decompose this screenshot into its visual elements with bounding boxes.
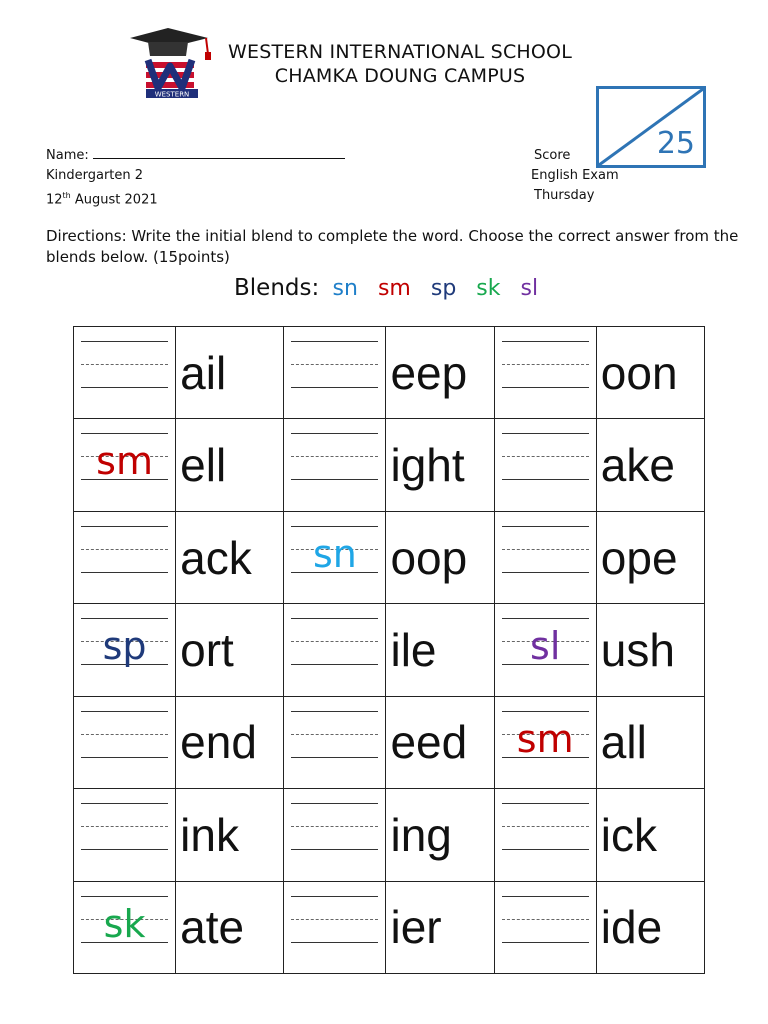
written-answer: sm [96, 439, 153, 484]
word-ending-cell [596, 419, 704, 511]
table-row [74, 511, 705, 603]
school-name: WESTERN INTERNATIONAL SCHOOL [228, 41, 572, 63]
word-ending-cell [176, 327, 284, 419]
date-rest: August 2021 [70, 192, 158, 208]
word-ending: ate [180, 901, 245, 954]
blend-sl: sl [520, 276, 539, 301]
name-blank-line[interactable] [93, 147, 345, 159]
word-ending: ope [600, 531, 678, 584]
score-total: 25 [656, 126, 695, 161]
written-answer: sk [103, 901, 146, 946]
word-ending: eed [390, 716, 468, 769]
word-ending: ell [180, 439, 227, 492]
handwriting-lines [502, 433, 589, 480]
handwriting-lines [502, 526, 589, 573]
word-ending-cell [386, 511, 494, 603]
answer-blank[interactable] [74, 419, 176, 511]
word-ending-cell [596, 696, 704, 788]
table-row [74, 881, 705, 973]
blend-sk: sk [476, 276, 501, 301]
answer-blank[interactable] [74, 327, 176, 419]
word-ending-cell [176, 419, 284, 511]
exam-name: English Exam [531, 168, 619, 183]
handwriting-lines [81, 711, 168, 758]
word-ending: ink [180, 808, 239, 861]
answer-blank[interactable] [494, 604, 596, 696]
handwriting-lines [291, 711, 378, 758]
word-ending: ake [600, 439, 675, 492]
word-ending: ail [180, 346, 227, 399]
campus-name: CHAMKA DOUNG CAMPUS [274, 65, 526, 87]
name-label: Name: [46, 148, 89, 163]
name-field [46, 146, 345, 166]
word-ending: oop [390, 531, 468, 584]
word-ending-cell [386, 696, 494, 788]
answer-blank[interactable] [284, 696, 386, 788]
word-ending: ide [600, 901, 663, 954]
word-ending: all [600, 716, 647, 769]
directions-text: Directions: Write the initial blend to complete the word. Choose the correct answer from the blends below. (15points) [46, 227, 739, 266]
exam-weekday: Thursday [534, 188, 595, 203]
school-header [210, 40, 590, 88]
answer-blank[interactable] [74, 789, 176, 881]
answer-blank[interactable] [74, 511, 176, 603]
word-ending: ort [180, 623, 234, 676]
answer-blank[interactable] [494, 419, 596, 511]
handwriting-lines [291, 433, 378, 480]
word-ending-cell [596, 604, 704, 696]
word-ending-cell [386, 881, 494, 973]
answer-blank[interactable] [494, 789, 596, 881]
word-ending: ile [390, 623, 437, 676]
table-row [74, 327, 705, 419]
blends-legend [234, 272, 558, 305]
handwriting-lines [81, 803, 168, 850]
answer-blank[interactable] [74, 696, 176, 788]
word-ending-cell [596, 789, 704, 881]
word-ending: eep [390, 346, 468, 399]
table-row [74, 696, 705, 788]
class-label: Kindergarten 2 [46, 168, 144, 183]
word-ending: ight [390, 439, 465, 492]
blend-sn: sn [332, 276, 358, 301]
answer-blank[interactable] [74, 881, 176, 973]
table-row [74, 419, 705, 511]
written-answer: sl [530, 624, 561, 669]
worksheet-grid [73, 326, 705, 974]
word-ending-cell [176, 604, 284, 696]
written-answer: sm [516, 716, 574, 761]
answer-blank[interactable] [494, 881, 596, 973]
score-box [596, 86, 706, 168]
handwriting-lines [502, 803, 589, 850]
answer-blank[interactable] [74, 604, 176, 696]
handwriting-lines [502, 341, 589, 388]
answer-blank[interactable] [284, 419, 386, 511]
handwriting-lines [291, 341, 378, 388]
answer-blank[interactable] [284, 327, 386, 419]
word-ending: ush [600, 623, 675, 676]
written-answer: sp [102, 624, 147, 669]
word-ending: ack [180, 531, 252, 584]
answer-blank[interactable] [494, 511, 596, 603]
date-day: 12 [46, 192, 63, 208]
word-ending-cell [176, 696, 284, 788]
word-ending: ier [390, 901, 442, 954]
answer-blank[interactable] [284, 881, 386, 973]
blend-sp: sp [430, 276, 457, 301]
answer-blank[interactable] [284, 789, 386, 881]
word-ending: oon [600, 346, 678, 399]
word-ending-cell [596, 881, 704, 973]
word-ending-cell [386, 789, 494, 881]
handwriting-lines [291, 618, 378, 665]
written-answer: sn [312, 531, 357, 576]
logo-text: WESTERN [154, 90, 190, 99]
blend-sm: sm [377, 276, 411, 301]
word-ending-cell [386, 419, 494, 511]
date-suffix: th [62, 191, 71, 200]
answer-blank[interactable] [284, 604, 386, 696]
handwriting-lines [502, 896, 589, 943]
word-ending-cell [176, 511, 284, 603]
word-ending-cell [386, 604, 494, 696]
word-ending-cell [176, 789, 284, 881]
handwriting-lines [81, 526, 168, 573]
handwriting-lines [291, 896, 378, 943]
word-ending: end [180, 716, 257, 769]
school-logo [126, 26, 212, 100]
blends-label: Blends: [234, 275, 320, 301]
answer-blank[interactable] [284, 511, 386, 603]
exam-date [46, 186, 158, 210]
answer-blank[interactable] [494, 327, 596, 419]
word-ending-cell [386, 327, 494, 419]
table-row [74, 789, 705, 881]
word-ending-cell [176, 881, 284, 973]
handwriting-lines [291, 803, 378, 850]
word-ending-cell [596, 327, 704, 419]
word-ending: ing [390, 808, 452, 861]
answer-blank[interactable] [494, 696, 596, 788]
table-row [74, 604, 705, 696]
handwriting-lines [81, 341, 168, 388]
word-ending-cell [596, 511, 704, 603]
score-label: Score [534, 148, 571, 163]
word-ending: ick [600, 808, 658, 861]
